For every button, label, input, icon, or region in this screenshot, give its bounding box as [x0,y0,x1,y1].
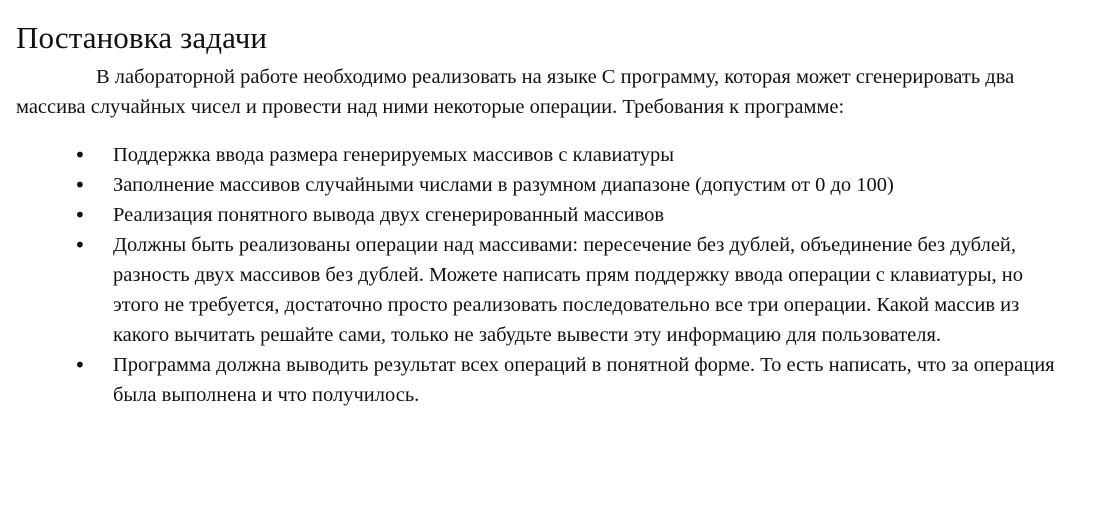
requirement-text: Программа должна выводить результат всех операций в понятной форме. То есть написать, что за операция была выполнена и что получилось. [113,354,1055,406]
requirement-item [16,350,1068,410]
section-heading: Постановка задачи [16,20,268,55]
requirement-item [16,200,1068,230]
bullet-icon: • [74,203,86,227]
intro-paragraph: В лабораторной работе необходимо реализовать на языке С программу, которая может сгенерировать два массива случайных чисел и провести над ними некоторые операции. Требования к программе: [16,66,1015,118]
bullet-icon: • [74,173,86,197]
requirement-text: Поддержка ввода размера генерируемых массивов с клавиатуры [113,144,675,166]
requirement-text: Реализация понятного вывода двух сгенерированный массивов [113,204,665,226]
requirement-item [16,140,1068,170]
requirements-list [16,140,1100,410]
requirement-item [16,170,1068,200]
bullet-icon: • [74,233,86,257]
requirement-item [16,230,1068,350]
bullet-icon: • [74,353,86,377]
requirement-text: Заполнение массивов случайными числами в разумном диапазоне (допустим от 0 до 100) [113,174,894,196]
requirement-text: Должны быть реализованы операции над массивами: пересечение без дублей, объединение без дублей, разность двух массивов без дублей. Можете написать прям поддержку ввода операции с клавиатуры, но этого не требуется, достаточно просто реализовать последовательно все три операции. Какой массив из какого вычитать решайте сами, только не забудьте вывести эту информацию для пользователя. [113,234,1023,346]
bullet-icon: • [74,143,86,167]
